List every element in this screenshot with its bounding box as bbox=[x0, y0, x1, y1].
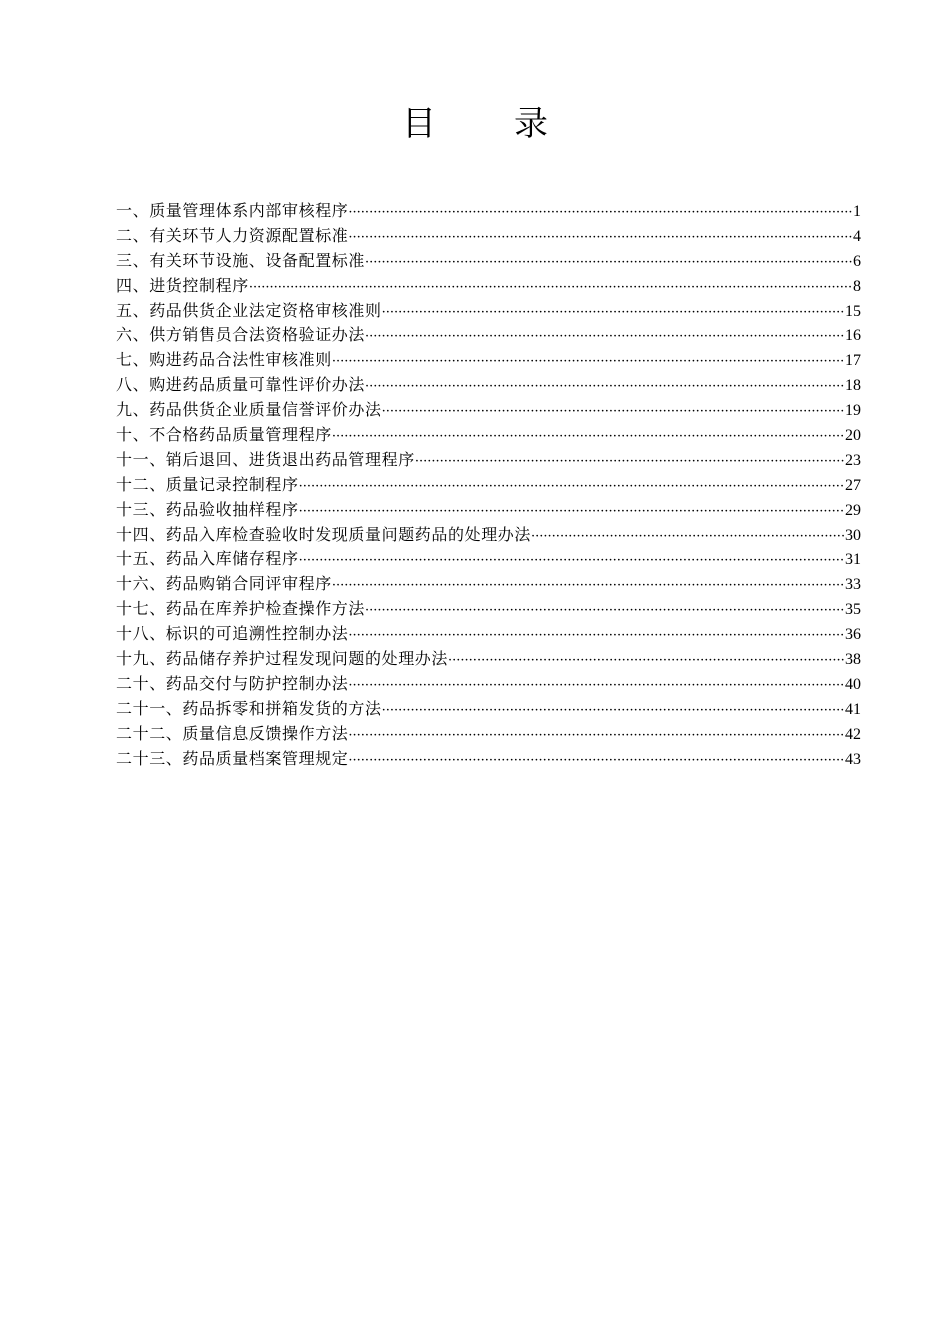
toc-entry-title: 六、供方销售员合法资格验证办法 bbox=[116, 325, 366, 345]
toc-entry[interactable] bbox=[116, 647, 861, 672]
toc-entry[interactable] bbox=[116, 348, 861, 373]
toc-dot-leader bbox=[448, 649, 844, 674]
toc-page-number: 17 bbox=[845, 352, 861, 370]
toc-entry[interactable] bbox=[116, 597, 861, 622]
toc-page-number: 42 bbox=[845, 725, 861, 743]
toc-entry-title: 二十一、药品拆零和拼箱发货的方法 bbox=[116, 698, 382, 718]
toc-entry[interactable] bbox=[116, 473, 861, 498]
toc-entry[interactable] bbox=[116, 249, 861, 274]
toc-entry-title: 十八、标识的可追溯性控制办法 bbox=[116, 624, 349, 644]
toc-entry[interactable] bbox=[116, 448, 861, 473]
toc-entry[interactable] bbox=[116, 498, 861, 523]
title-char-1: 目 bbox=[402, 104, 436, 144]
toc-entry-title: 七、购进药品合法性审核准则 bbox=[116, 350, 332, 370]
toc-dot-leader bbox=[332, 425, 844, 450]
toc-dot-leader bbox=[365, 251, 852, 276]
toc-dot-leader bbox=[382, 400, 844, 425]
toc-dot-leader bbox=[348, 674, 844, 699]
toc-dot-leader bbox=[382, 699, 844, 724]
toc-entry[interactable] bbox=[116, 398, 861, 423]
toc-dot-leader bbox=[249, 276, 852, 301]
toc-entry-title: 八、购进药品质量可靠性评价办法 bbox=[116, 375, 366, 395]
toc-page-number: 29 bbox=[845, 501, 861, 519]
toc-page-number: 33 bbox=[845, 576, 861, 594]
toc-page-number: 6 bbox=[853, 252, 861, 270]
toc-entry[interactable] bbox=[116, 672, 861, 697]
toc-dot-leader bbox=[332, 574, 844, 599]
toc-entry-title: 十六、药品购销合同评审程序 bbox=[116, 574, 332, 594]
toc-dot-leader bbox=[348, 201, 852, 226]
table-of-contents bbox=[116, 199, 861, 771]
toc-page-number: 4 bbox=[853, 227, 861, 245]
toc-entry[interactable] bbox=[116, 572, 861, 597]
toc-page-number: 23 bbox=[845, 451, 861, 469]
toc-dot-leader bbox=[531, 525, 844, 550]
toc-page-number: 43 bbox=[845, 750, 861, 768]
toc-page-number: 35 bbox=[845, 601, 861, 619]
toc-entry-title: 二、有关环节人力资源配置标准 bbox=[116, 225, 349, 245]
toc-dot-leader bbox=[299, 500, 844, 525]
toc-entry-title: 十九、药品储存养护过程发现问题的处理办法 bbox=[116, 649, 449, 669]
toc-entry-title: 十七、药品在库养护检查操作方法 bbox=[116, 599, 366, 619]
toc-dot-leader bbox=[348, 724, 844, 749]
toc-entry-title: 三、有关环节设施、设备配置标准 bbox=[116, 250, 366, 270]
toc-entry-title: 二十、药品交付与防护控制办法 bbox=[116, 673, 349, 693]
toc-page-number: 20 bbox=[845, 427, 861, 445]
toc-dot-leader bbox=[382, 301, 844, 326]
toc-dot-leader bbox=[365, 599, 844, 624]
toc-entry[interactable] bbox=[116, 722, 861, 747]
toc-dot-leader bbox=[415, 450, 844, 475]
toc-dot-leader bbox=[332, 350, 844, 375]
toc-dot-leader bbox=[365, 375, 844, 400]
toc-entry[interactable] bbox=[116, 523, 861, 548]
toc-page-number: 31 bbox=[845, 551, 861, 569]
toc-dot-leader bbox=[299, 549, 844, 574]
toc-entry[interactable] bbox=[116, 299, 861, 324]
toc-page-number: 8 bbox=[853, 277, 861, 295]
toc-page-number: 1 bbox=[853, 203, 861, 220]
toc-entry[interactable] bbox=[116, 323, 861, 348]
toc-entry-title: 五、药品供货企业法定资格审核准则 bbox=[116, 300, 382, 320]
toc-page-number: 38 bbox=[845, 651, 861, 669]
toc-dot-leader bbox=[365, 325, 844, 350]
toc-entry-title: 十三、药品验收抽样程序 bbox=[116, 499, 299, 519]
toc-dot-leader bbox=[299, 475, 844, 500]
toc-entry-title: 四、进货控制程序 bbox=[116, 275, 249, 295]
toc-page-number: 15 bbox=[845, 302, 861, 320]
toc-entry-title: 二十三、药品质量档案管理规定 bbox=[116, 748, 349, 768]
toc-entry-title: 九、药品供货企业质量信誉评价办法 bbox=[116, 400, 382, 420]
toc-entry-title: 十、不合格药品质量管理程序 bbox=[116, 425, 332, 445]
toc-page-number: 40 bbox=[845, 675, 861, 693]
toc-entry-title: 十四、药品入库检查验收时发现质量问题药品的处理办法 bbox=[116, 524, 532, 544]
toc-page-number: 19 bbox=[845, 402, 861, 420]
toc-dot-leader bbox=[348, 226, 852, 251]
toc-page-number: 27 bbox=[845, 476, 861, 494]
toc-page-number: 36 bbox=[845, 626, 861, 644]
toc-entry[interactable] bbox=[116, 622, 861, 647]
toc-entry[interactable] bbox=[116, 747, 861, 772]
toc-entry-title: 十二、质量记录控制程序 bbox=[116, 474, 299, 494]
toc-entry-title: 一、质量管理体系内部审核程序 bbox=[116, 201, 349, 220]
toc-dot-leader bbox=[348, 624, 844, 649]
toc-entry-title: 十一、销后退回、进货退出药品管理程序 bbox=[116, 449, 415, 469]
page-title bbox=[0, 100, 950, 148]
toc-entry-title: 十五、药品入库储存程序 bbox=[116, 549, 299, 569]
toc-entry[interactable] bbox=[116, 373, 861, 398]
toc-page-number: 18 bbox=[845, 377, 861, 395]
toc-entry-title: 二十二、质量信息反馈操作方法 bbox=[116, 723, 349, 743]
toc-dot-leader bbox=[348, 749, 844, 774]
toc-page-number: 41 bbox=[845, 700, 861, 718]
toc-page-number: 30 bbox=[845, 526, 861, 544]
toc-entry[interactable] bbox=[116, 547, 861, 572]
toc-entry[interactable] bbox=[116, 274, 861, 299]
toc-entry[interactable] bbox=[116, 199, 861, 224]
toc-page-number: 16 bbox=[845, 327, 861, 345]
toc-entry[interactable] bbox=[116, 697, 861, 722]
toc-entry[interactable] bbox=[116, 224, 861, 249]
title-char-2: 录 bbox=[514, 104, 548, 144]
toc-entry[interactable] bbox=[116, 423, 861, 448]
